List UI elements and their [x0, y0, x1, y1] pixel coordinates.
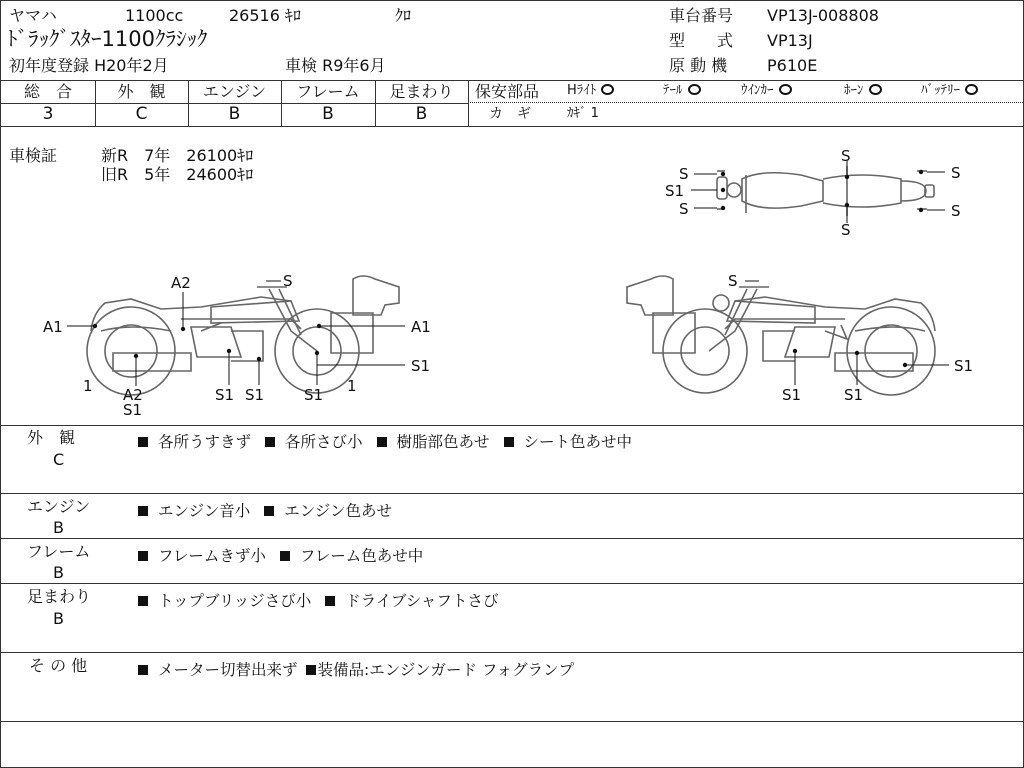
mark-left-s1-right: S1 [411, 357, 431, 375]
frame-no: VP13J-008808 [767, 6, 879, 25]
mark-top-s1: S1 [665, 182, 685, 200]
mark-top-s-6: S [951, 202, 961, 220]
safety-title: 保安部品 [475, 82, 540, 101]
remark-note: フレームきず小 [138, 547, 266, 565]
mark-left-s1-bottom: S1 [123, 401, 143, 419]
mark-top-s-3: S [841, 147, 851, 165]
remark-note: ドライブシャフトさび [325, 592, 498, 610]
grade-exterior-label: 外 観 [117, 82, 166, 101]
remark-suspension-grade: B [53, 609, 64, 628]
safety-horn: ﾎｰﾝ [844, 84, 882, 97]
remark-frame-label: フレーム [27, 542, 91, 561]
remark-engine-label: エンジン [27, 497, 91, 516]
remark-frame-notes [138, 544, 437, 566]
grade-overall-value: 3 [42, 104, 54, 124]
safety-headlight: Hﾗｲﾄ [567, 84, 614, 97]
model-name: ﾄﾞﾗｯｸﾞｽﾀｰ1100ｸﾗｼｯｸ [7, 27, 208, 51]
remark-note: 樹脂部色あせ [377, 433, 490, 451]
key-value: ｶｷﾞ 1 [567, 106, 599, 121]
safety-tail: ﾃｰﾙ [663, 84, 701, 97]
engine-label: 原 動 機 [669, 56, 728, 75]
shaken-label: 車検証 [9, 146, 58, 165]
ok-circle-icon [688, 84, 701, 95]
grade-overall-label: 総 合 [23, 82, 72, 101]
remark-note: 各所うすきず [138, 433, 251, 451]
first-registration: 初年度登録 H20年2月 [9, 56, 169, 75]
remark-suspension-notes [138, 589, 512, 611]
remark-other-notes [138, 658, 588, 680]
grade-engine-label: エンジン [202, 82, 267, 101]
top-view-motorcycle [717, 166, 934, 216]
ok-circle-icon [869, 84, 882, 95]
safety-winker: ｳｲﾝｶｰ [741, 84, 792, 97]
frame-no-label: 車台番号 [669, 6, 734, 25]
mark-left-s1-b: S1 [245, 386, 265, 404]
mark-left-1-a: 1 [83, 377, 93, 395]
ok-circle-icon [965, 84, 978, 95]
mark-left-a2-top: A2 [171, 274, 191, 292]
mark-right-s1-a: S1 [782, 386, 802, 404]
grade-frame-value: B [322, 104, 334, 124]
remark-note: 各所さび小 [265, 433, 363, 451]
mark-left-a1-left: A1 [43, 318, 63, 336]
remark-suspension-label: 足まわり [27, 587, 92, 606]
remark-note: メーター切替出来ず [138, 661, 298, 679]
remark-exterior-notes [138, 430, 646, 452]
mark-right-s1-right: S1 [954, 357, 974, 375]
mark-left-a1-right: A1 [411, 318, 431, 336]
mark-left-s1-a: S1 [215, 386, 235, 404]
remark-note: トップブリッジさび小 [138, 592, 311, 610]
grade-suspension-value: B [415, 104, 428, 124]
remark-engine-notes [138, 499, 406, 521]
model-code: VP13J [767, 31, 813, 50]
mark-left-1-b: 1 [347, 377, 357, 395]
right-side-motorcycle [627, 276, 935, 395]
shaken-old: 旧R 5年 24600ｷﾛ [101, 165, 254, 184]
mark-left-a2-bottom: A2 [123, 386, 143, 404]
grade-engine-value: B [228, 104, 241, 124]
grade-exterior-value: C [135, 104, 148, 124]
shaken-new: 新R 7年 26100ｷﾛ [101, 146, 254, 165]
remark-engine-grade: B [53, 518, 64, 537]
remark-note: フレーム色あせ中 [280, 547, 423, 565]
mark-right-s1-b: S1 [844, 386, 864, 404]
remark-exterior-label: 外 観 [27, 428, 76, 447]
mark-top-s-1: S [679, 165, 689, 183]
mark-top-s-2: S [679, 200, 689, 218]
mark-left-s1-c: S1 [304, 386, 324, 404]
model-label: 型 式 [669, 31, 734, 50]
mileage: 26516 ｷﾛ [229, 6, 301, 25]
remark-note: シート色あせ中 [504, 433, 633, 451]
inspection-expiry: 車検 R9年6月 [285, 56, 386, 75]
ok-circle-icon [779, 84, 792, 95]
remark-note: エンジン色あせ [264, 502, 392, 520]
color: ｸﾛ [395, 6, 412, 25]
remark-frame-grade: B [53, 563, 64, 582]
remark-exterior-grade: C [53, 450, 65, 469]
grade-frame-label: フレーム [296, 82, 360, 101]
mark-top-s-4: S [841, 221, 851, 239]
damage-diagram [1, 129, 1024, 425]
mark-right-s-top: S [728, 272, 738, 290]
remark-note: エンジン音小 [138, 502, 250, 520]
displacement: 1100cc [125, 6, 184, 25]
safety-battery: ﾊﾞｯﾃﾘｰ [921, 84, 978, 97]
mark-top-s-5: S [951, 164, 961, 182]
mark-left-s-top: S [283, 272, 293, 290]
grade-suspension-label: 足まわり [389, 82, 454, 101]
maker: ヤマハ [9, 6, 57, 25]
remark-other-label: そ の 他 [29, 656, 88, 675]
key-label: カ ギ [489, 106, 531, 122]
ok-circle-icon [601, 84, 614, 95]
engine-code: P610E [767, 56, 818, 75]
remark-note: 装備品:エンジンガード フォグランプ [306, 661, 575, 679]
